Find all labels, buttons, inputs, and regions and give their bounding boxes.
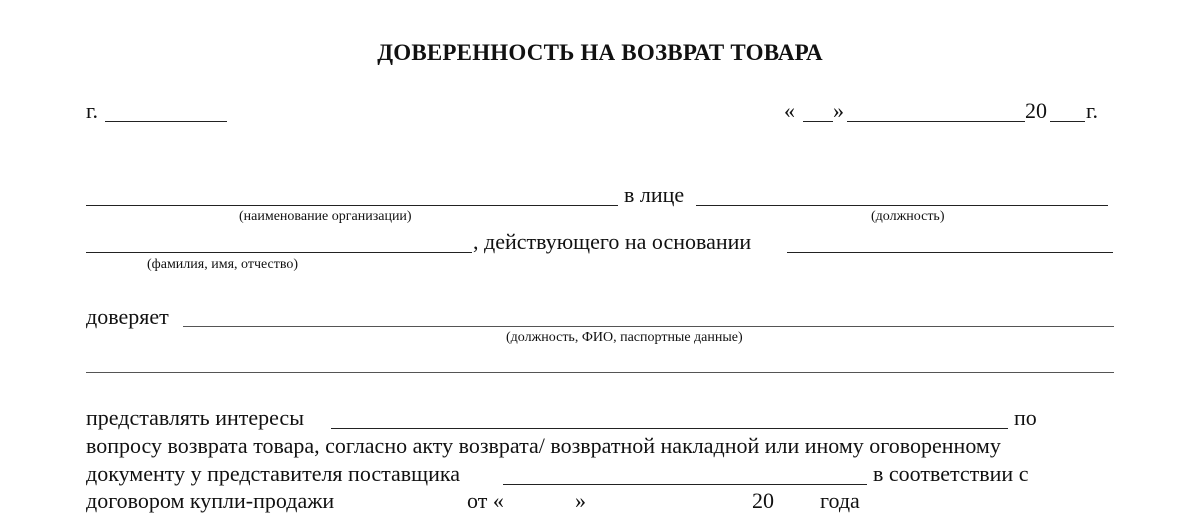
contract-from: от «	[467, 488, 504, 513]
trustee-extra-line[interactable]	[86, 372, 1114, 373]
date-year-suffix: г.	[1086, 98, 1099, 123]
position-caption: (должность)	[871, 209, 945, 224]
represent-line-4-start: договором купли-продажи	[86, 488, 335, 513]
city-prefix: г.	[86, 98, 99, 123]
date-year-line[interactable]	[1050, 121, 1085, 122]
acting-basis-label: , действующего на основании	[473, 229, 752, 254]
contract-year-prefix: 20	[752, 488, 774, 513]
document-title: ДОВЕРЕННОСТЬ НА ВОЗВРАТ ТОВАРА	[377, 40, 823, 65]
basis-field-line[interactable]	[787, 252, 1113, 253]
represent-line-3-start: документу у представителя поставщика	[86, 461, 461, 486]
date-month-line[interactable]	[847, 121, 1025, 122]
trustee-field-line[interactable]	[183, 326, 1114, 327]
represent-field-line[interactable]	[331, 428, 1008, 429]
fio-caption: (фамилия, имя, отчество)	[147, 257, 299, 272]
position-field-line[interactable]	[696, 205, 1108, 206]
trust-label: доверяет	[86, 304, 169, 329]
date-year-prefix: 20	[1025, 98, 1047, 123]
organization-caption: (наименование организации)	[239, 209, 412, 224]
contract-year-suffix: года	[820, 488, 860, 513]
trustee-caption: (должность, ФИО, паспортные данные)	[506, 330, 743, 345]
date-open-quote: «	[784, 98, 795, 123]
date-close-quote: »	[833, 98, 844, 123]
fio-field-line[interactable]	[86, 252, 472, 253]
represent-po: по	[1014, 405, 1037, 430]
in-person-label: в лице	[624, 182, 685, 207]
represent-line-3-end: в соответствии с	[873, 461, 1029, 486]
date-day-line[interactable]	[803, 121, 833, 122]
supplier-rep-field-line[interactable]	[503, 484, 867, 485]
organization-field-line[interactable]	[86, 205, 618, 206]
city-field-line[interactable]	[105, 121, 227, 122]
contract-close-quote: »	[575, 488, 586, 513]
represent-line-2: вопросу возврата товара, согласно акту возврата/ возвратной накладной или иному оговоренному	[86, 433, 1001, 458]
represent-label: представлять интересы	[86, 405, 304, 430]
